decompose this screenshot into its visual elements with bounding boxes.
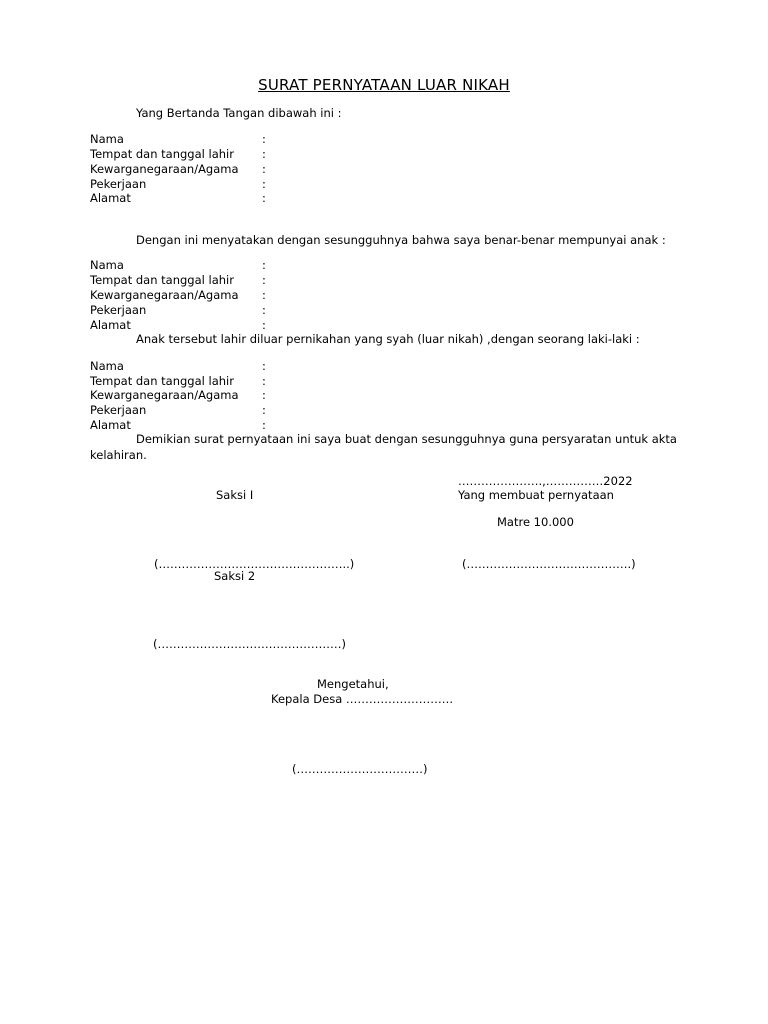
- field-label: Nama: [90, 258, 124, 272]
- intro-text: Yang Bertanda Tangan dibawah ini :: [136, 106, 342, 120]
- witness1-signature-line: (…………………………………………..): [154, 557, 355, 571]
- field-colon: :: [262, 177, 266, 191]
- field-colon: :: [262, 273, 266, 287]
- maker-signature-line: (…………………………………….): [462, 557, 636, 571]
- field-label: Pekerjaan: [90, 177, 147, 191]
- statement-father: Anak tersebut lahir diluar pernikahan yang syah (luar nikah) ,dengan seorang laki-laki :: [136, 332, 640, 346]
- maker-label: Yang membuat pernyataan: [458, 488, 614, 502]
- witness2-signature-line: (…………………………………………): [153, 637, 346, 651]
- field-label: Tempat dan tanggal lahir: [90, 374, 234, 388]
- stamp-label: Matre 10.000: [497, 515, 574, 529]
- field-colon: :: [262, 191, 266, 205]
- closing-statement: Demikian surat pernyataan ini saya buat dengan sesungguhnya guna persyaratan untuk akta: [136, 432, 677, 446]
- field-colon: :: [262, 418, 266, 432]
- field-colon: :: [262, 288, 266, 302]
- field-label: Pekerjaan: [90, 303, 147, 317]
- village-head-label: Kepala Desa ……………………….: [271, 692, 454, 706]
- field-colon: :: [262, 388, 266, 402]
- statement-child: Dengan ini menyatakan dengan sesungguhnya bahwa saya benar-benar mempunyai anak :: [136, 233, 666, 247]
- field-colon: :: [262, 359, 266, 373]
- witness1-label: Saksi I: [216, 488, 254, 502]
- field-colon: :: [262, 403, 266, 417]
- field-label: Tempat dan tanggal lahir: [90, 273, 234, 287]
- witness2-label: Saksi 2: [214, 569, 256, 583]
- field-colon: :: [262, 132, 266, 146]
- village-head-signature-line: (……………………………): [292, 762, 428, 776]
- closing-statement-end: kelahiran.: [90, 448, 147, 462]
- field-colon: :: [262, 147, 266, 161]
- field-label: Alamat: [90, 318, 131, 332]
- field-label: Tempat dan tanggal lahir: [90, 147, 234, 161]
- field-label: Kewarganegaraan/Agama: [90, 288, 239, 302]
- field-label: Kewarganegaraan/Agama: [90, 162, 239, 176]
- date-line: ………………….,……………2022: [458, 474, 633, 488]
- acknowledge-label: Mengetahui,: [317, 677, 389, 691]
- field-colon: :: [262, 318, 266, 332]
- field-label: Alamat: [90, 418, 131, 432]
- field-colon: :: [262, 258, 266, 272]
- field-label: Pekerjaan: [90, 403, 147, 417]
- field-colon: :: [262, 374, 266, 388]
- field-label: Alamat: [90, 191, 131, 205]
- field-colon: :: [262, 303, 266, 317]
- field-label: Kewarganegaraan/Agama: [90, 388, 239, 402]
- field-colon: :: [262, 162, 266, 176]
- field-label: Nama: [90, 132, 124, 146]
- document-title: SURAT PERNYATAAN LUAR NIKAH: [258, 76, 510, 94]
- field-label: Nama: [90, 359, 124, 373]
